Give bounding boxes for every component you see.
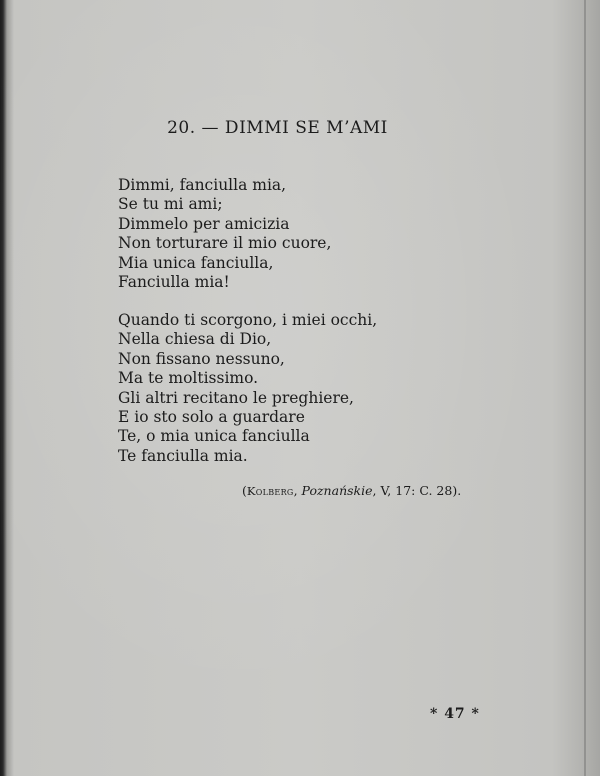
- page-gutter-shadow: [584, 0, 586, 776]
- source-citation: [242, 483, 461, 498]
- poem-line: Quando ti scorgono, i miei occhi,: [118, 311, 378, 329]
- page-number: * 47 *: [430, 706, 480, 722]
- poem-line: Te, o mia unica fanciulla: [118, 427, 310, 446]
- citation-author: Kolberg: [246, 484, 294, 498]
- citation-open: (: [242, 483, 247, 498]
- poem-line: Se tu mi ami;: [118, 195, 223, 214]
- poem-title: 20. — DIMMI SE M’AMI: [167, 118, 388, 138]
- citation-separator: ,: [293, 483, 302, 498]
- poem-line: E io sto solo a guardare: [118, 408, 305, 427]
- poem-line: Fanciulla mia!: [118, 273, 230, 292]
- poem-line: Te fanciulla mia.: [118, 446, 248, 465]
- citation-work: Poznańskie: [301, 483, 373, 498]
- poem-line: Ma te moltissimo.: [118, 369, 259, 388]
- poem-stanza-2: [118, 311, 377, 466]
- poem-line: Dimmi, fanciulla mia,: [118, 176, 287, 194]
- poem-line: Mia unica fanciulla,: [118, 253, 274, 272]
- poem-line: Nella chiesa di Dio,: [118, 330, 272, 349]
- poem-stanza-1: [118, 176, 331, 292]
- poem-line: Non torturare il mio cuore,: [118, 234, 332, 253]
- citation-reference: , V, 17: C. 28).: [372, 483, 462, 498]
- poem-line: Non fissano nessuno,: [118, 349, 285, 368]
- poem-line: Dimmelo per amicizia: [118, 214, 290, 233]
- poem-line: Gli altri recitano le preghiere,: [118, 388, 354, 407]
